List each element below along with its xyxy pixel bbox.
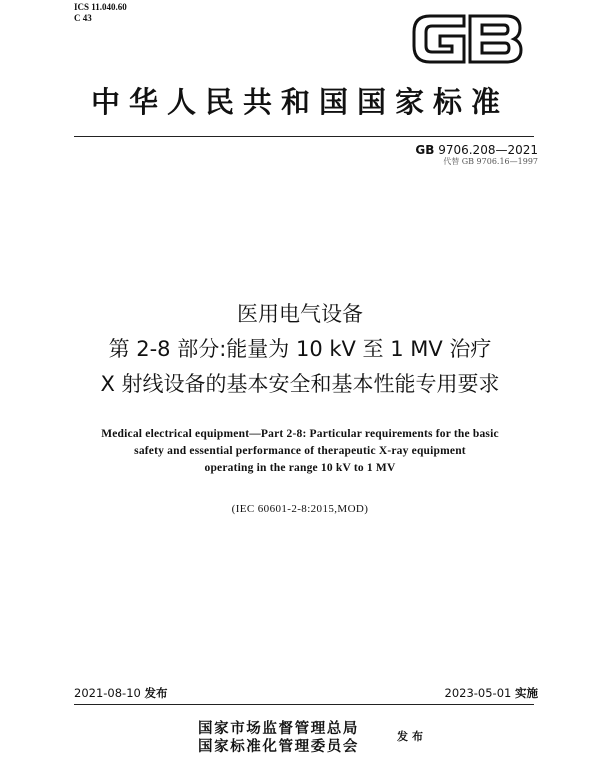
implement-date-label: 实施 bbox=[515, 686, 538, 700]
chinese-title bbox=[0, 297, 600, 402]
issuing-authorities bbox=[198, 720, 359, 756]
chinese-title-line-3: X 射线设备的基本安全和基本性能专用要求 bbox=[100, 372, 500, 396]
chinese-title-line-2: 第 2-8 部分:能量为 10 kV 至 1 MV 治疗 bbox=[108, 337, 492, 361]
english-title-line-1: Medical electrical equipment—Part 2-8: Particular requirements for the basic bbox=[101, 428, 499, 440]
standard-number bbox=[415, 143, 538, 157]
standard-code: 9706.208—2021 bbox=[438, 143, 538, 157]
chinese-title-line-1: 医用电气设备 bbox=[237, 302, 363, 326]
header-divider bbox=[74, 136, 534, 137]
issuer-samr: 国家市场监督管理总局 bbox=[198, 720, 359, 737]
english-title bbox=[0, 426, 600, 477]
english-title-line-2: safety and essential performance of therapeutic X-ray equipment bbox=[134, 445, 466, 457]
ccs-code: C 43 bbox=[74, 13, 92, 23]
replaces-note: 代替 GB 9706.16—1997 bbox=[443, 157, 538, 166]
publish-date-value: 2021-08-10 bbox=[74, 686, 141, 700]
footer-divider bbox=[74, 704, 534, 705]
implement-date-value: 2023-05-01 bbox=[444, 686, 512, 700]
issue-label: 发布 bbox=[397, 730, 427, 743]
gb-logo bbox=[408, 8, 526, 70]
publish-date-label: 发布 bbox=[144, 686, 168, 700]
standard-prefix: GB bbox=[415, 143, 435, 157]
ics-code: ICS 11.040.60 bbox=[74, 2, 127, 12]
publish-date bbox=[74, 686, 168, 700]
classification-block bbox=[74, 2, 127, 24]
implement-date bbox=[445, 686, 539, 700]
english-title-line-3: operating in the range 10 kV to 1 MV bbox=[204, 462, 396, 474]
issuer-sac: 国家标准化管理委员会 bbox=[198, 738, 359, 755]
iec-reference: (IEC 60601-2-8:2015,MOD) bbox=[231, 503, 369, 515]
national-standard-heading: 中华人民共和国国家标准 bbox=[90, 85, 509, 119]
